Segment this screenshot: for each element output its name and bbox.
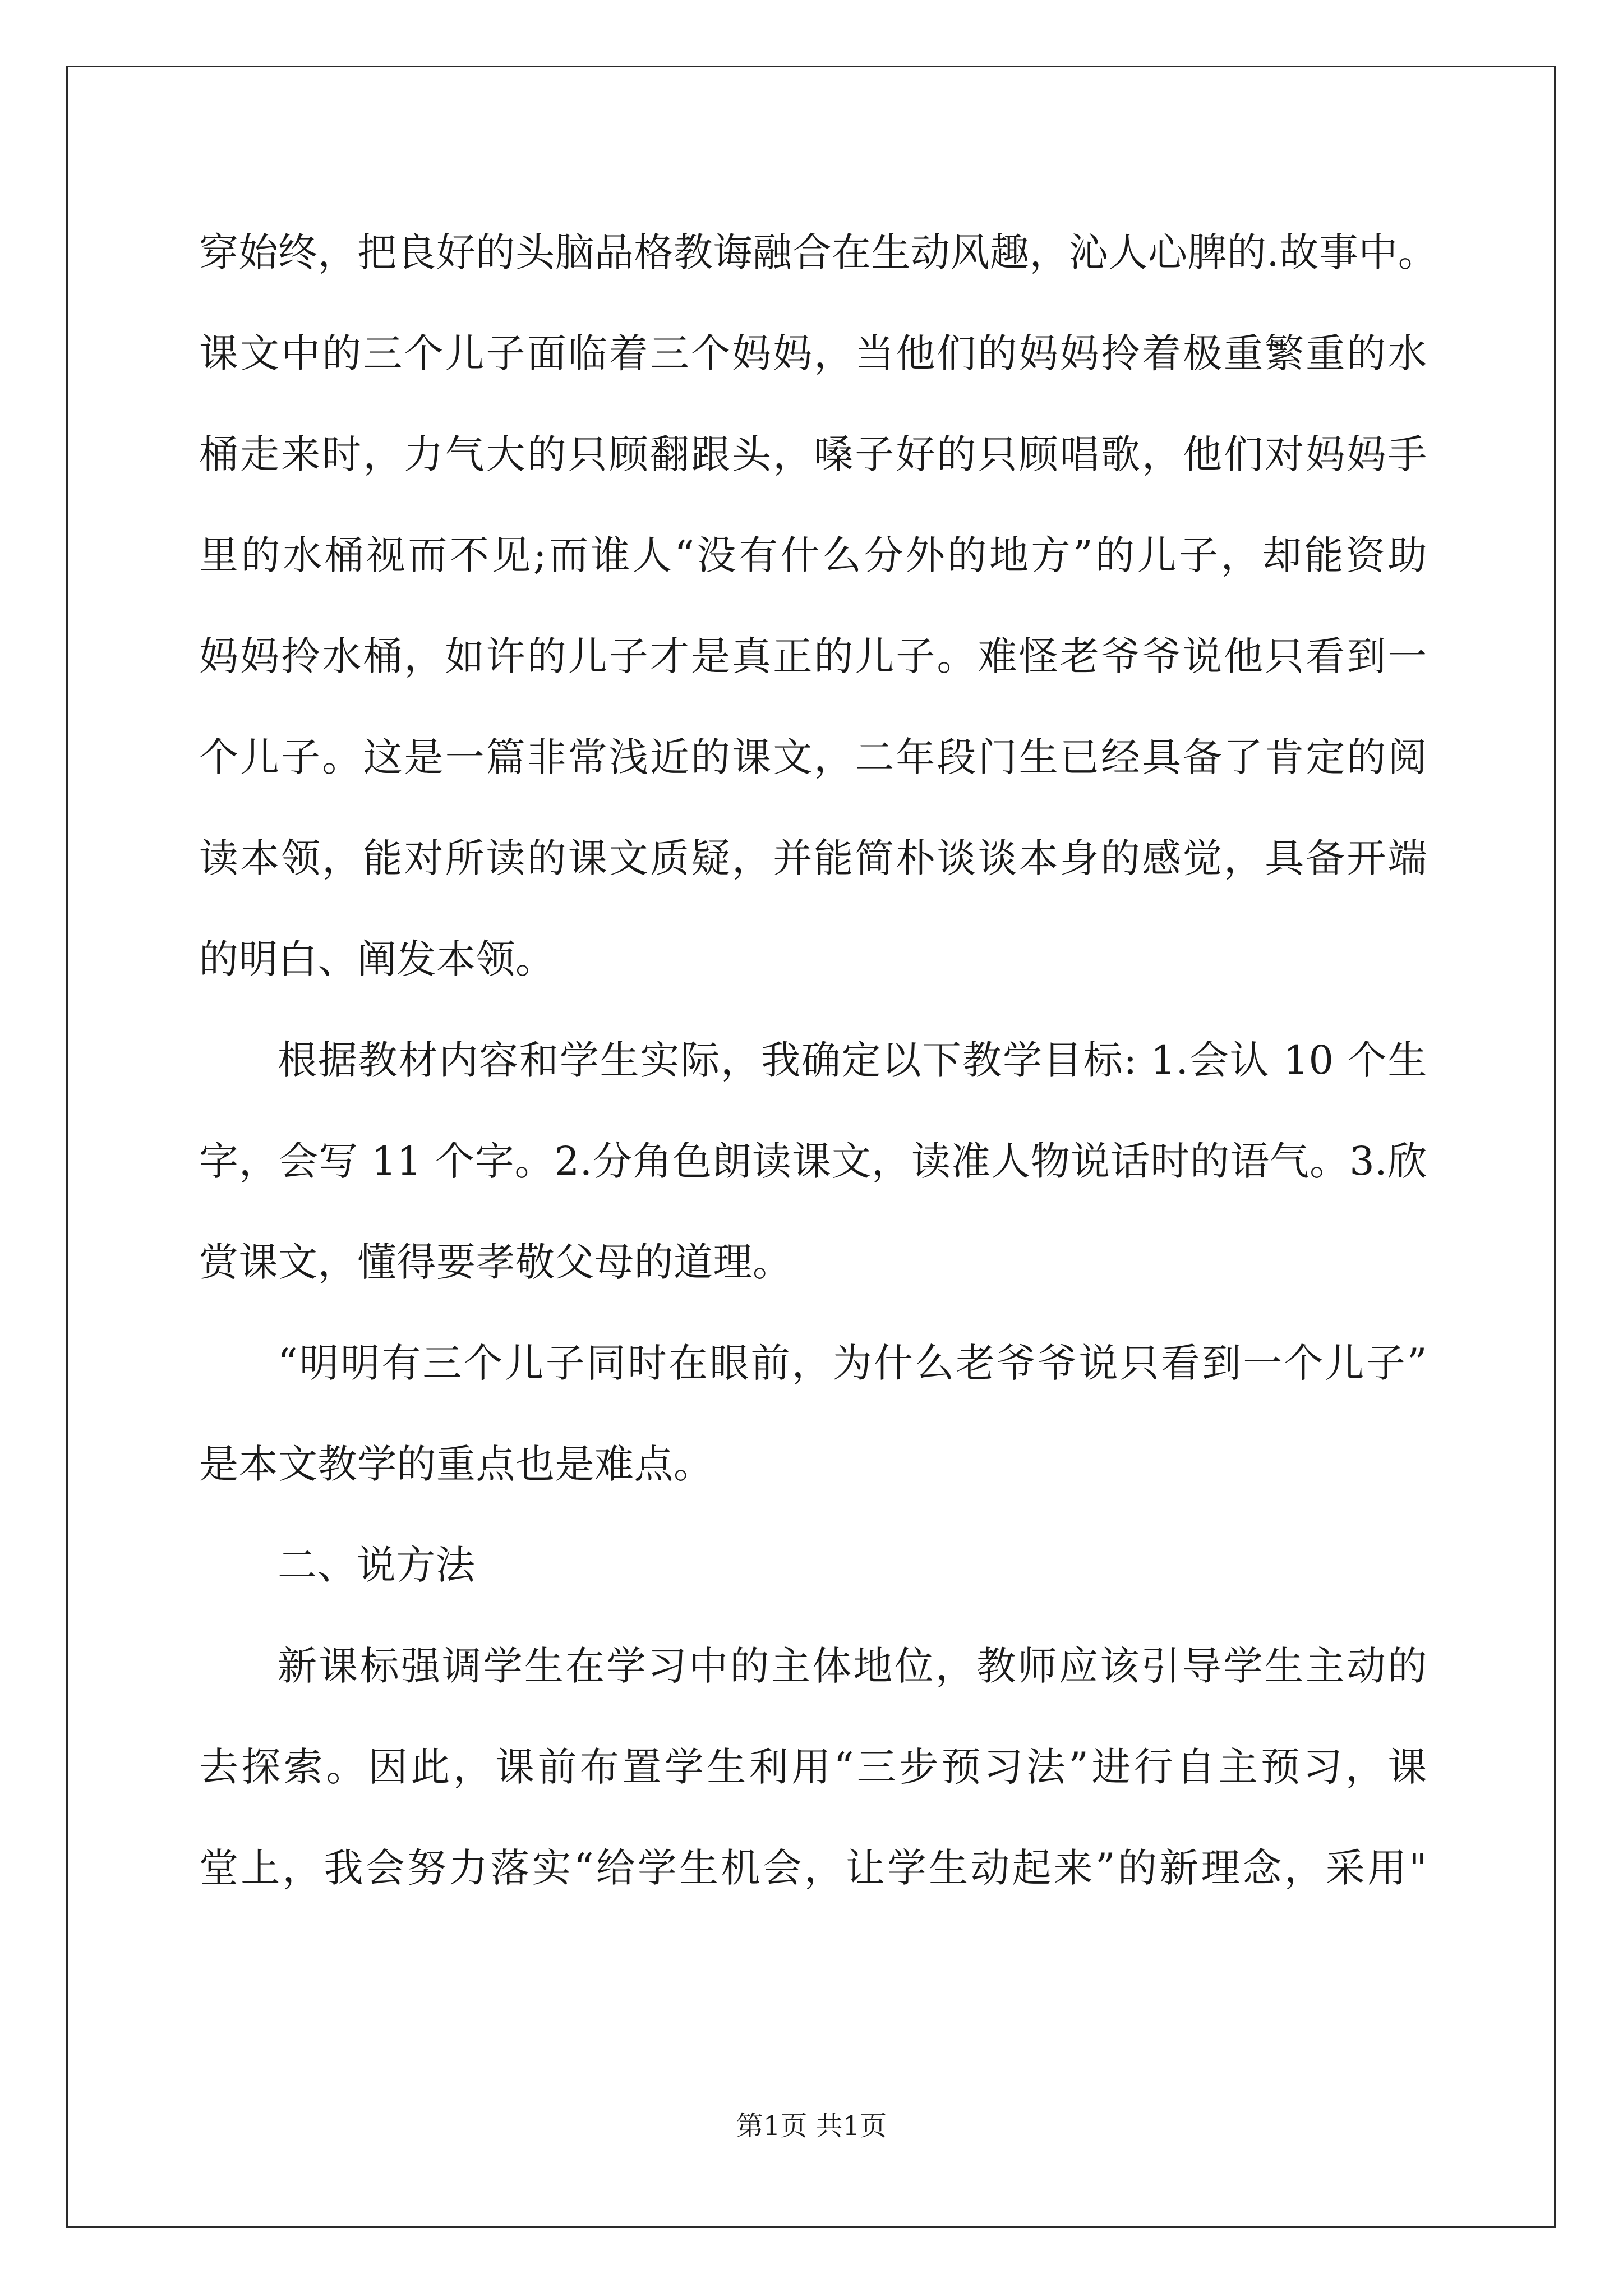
text-line: 里的水桶视而不见;而谁人“没有什么分外的地方”的儿子，却能资助 [199, 532, 1427, 578]
page-footer: 第1页 共1页 [736, 2110, 887, 2142]
text-line: 妈妈拎水桶，如许的儿子才是真正的儿子。难怪老爷爷说他只看到一 [199, 633, 1427, 679]
text-line: “明明有三个儿子同时在眼前，为什么老爷爷说只看到一个儿子” [278, 1340, 1427, 1386]
text-line: 堂上，我会努力落实“给学生机会，让学生动起来”的新理念，采用" [199, 1845, 1427, 1891]
text-line: 新课标强调学生在学习中的主体地位，教师应该引导学生主动的 [278, 1643, 1427, 1689]
text-line: 根据教材内容和学生实际，我确定以下教学目标: 1.会认 10 个生 [278, 1037, 1427, 1083]
text-line: 的明白、阐发本领。 [199, 936, 555, 982]
text-line: 穿始终，把良好的头脑品格教诲融合在生动风趣，沁人心脾的.故事中。 [199, 229, 1438, 275]
section-heading: 二、说方法 [278, 1542, 476, 1588]
text-line: 赏课文，懂得要孝敬父母的道理。 [199, 1239, 792, 1285]
text-line: 个儿子。这是一篇非常浅近的课文，二年段门生已经具备了肯定的阅 [199, 734, 1427, 780]
text-line: 桶走来时，力气大的只顾翻跟头，嗓子好的只顾唱歌，他们对妈妈手 [199, 431, 1427, 477]
text-line: 课文中的三个儿子面临着三个妈妈，当他们的妈妈拎着极重繁重的水 [199, 330, 1427, 376]
text-line: 是本文教学的重点也是难点。 [199, 1441, 713, 1487]
text-line: 去探索。因此，课前布置学生利用“三步预习法”进行自主预习，课 [199, 1744, 1427, 1790]
text-line: 字，会写 11 个字。2.分角色朗读课文，读准人物说话时的语气。3.欣 [199, 1138, 1427, 1184]
text-line: 读本领，能对所读的课文质疑，并能简朴谈谈本身的感觉，具备开端 [199, 835, 1427, 881]
